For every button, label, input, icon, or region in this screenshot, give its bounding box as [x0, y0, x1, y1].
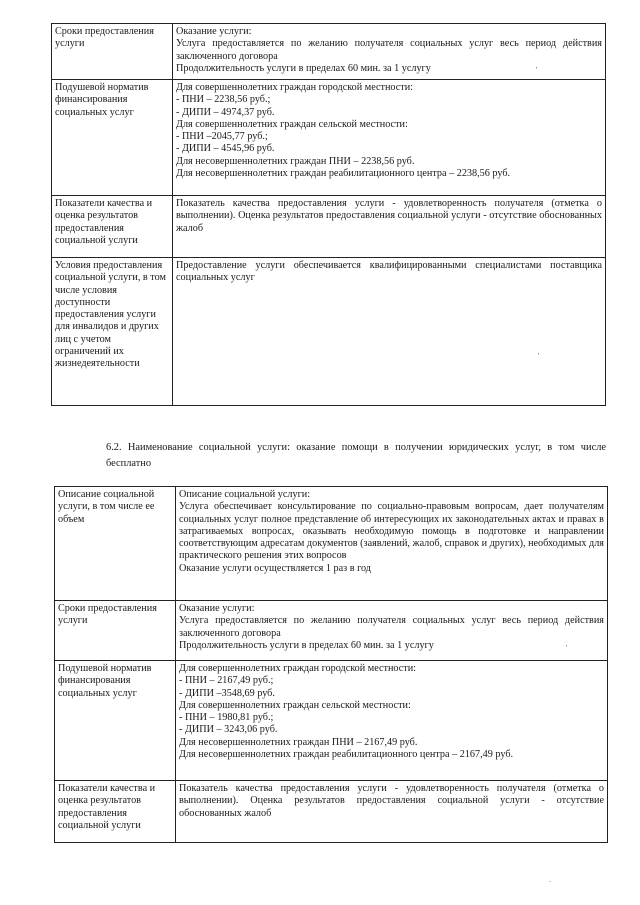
scan-speck: ` [549, 880, 552, 888]
row-content: Показатель качества предоставления услуги - удовлетворенность получателя (отметка о выполнении). Оценка результатов предоставления социальной услуги - отсутствие обоснованных жалоб [176, 781, 608, 843]
table-row [55, 487, 608, 601]
service-table-2 [54, 486, 608, 843]
table-row [55, 781, 608, 843]
table-row [55, 601, 608, 661]
row-content: Оказание услуги: Услуга предоставляется по желанию получателя социальных услуг весь период действия заключенного договора Продолжительность услуги в пределах 60 мин. за 1 услугу [173, 24, 606, 80]
table-row [52, 80, 606, 196]
row-label: Сроки предоставления услуги [52, 24, 173, 80]
section-heading: 6.2. Наименование социальной услуги: оказание помощи в получении юридических услуг, в том числе бесплатно [106, 442, 606, 469]
row-label: Показатели качества и оценка результатов предоставления социальной услуги [55, 781, 176, 843]
row-label: Подушевой норматив финансирования социальных услуг [55, 661, 176, 781]
row-content: Для совершеннолетних граждан городской местности: - ПНИ – 2167,49 руб.; - ДИПИ –3548,69 руб. Для совершеннолетних граждан сельской местности: - ПНИ – 1980,81 руб.; - ДИПИ – 3243,06 руб. Для несовершеннолетних граждан ПНИ – 2167,49 руб. Для несовершеннолетних граждан реабилитационного центра – 2167,49 руб. [176, 661, 608, 781]
scan-speck: ' [538, 352, 540, 360]
scan-speck: ' [566, 644, 568, 652]
row-label: Показатели качества и оценка результатов предоставления социальной услуги [52, 196, 173, 258]
table-row [52, 24, 606, 80]
row-label: Описание социальной услуги, в том числе ее объем [55, 487, 176, 601]
row-content: Оказание услуги: Услуга предоставляется по желанию получателя социальных услуг весь период действия заключенного договора Продолжительность услуги в пределах 60 мин. за 1 услугу [176, 601, 608, 661]
scan-speck: ' [536, 66, 538, 74]
row-label: Условия предоставления социальной услуги, в том числе условия доступности предоставления услуги для инвалидов и других лиц с учетом ограничений их жизнедеятельности [52, 258, 173, 406]
row-content: Предоставление услуги обеспечивается квалифицированными специалистами поставщика социальных услуг [173, 258, 606, 406]
table-row [55, 661, 608, 781]
row-label: Сроки предоставления услуги [55, 601, 176, 661]
row-label: Подушевой норматив финансирования социальных услуг [52, 80, 173, 196]
table-row [52, 258, 606, 406]
service-table-1 [51, 23, 606, 406]
row-content: Для совершеннолетних граждан городской местности: - ПНИ – 2238,56 руб.; - ДИПИ – 4974,37 руб. Для совершеннолетних граждан сельской местности: - ПНИ –2045,77 руб.; - ДИПИ – 4545,96 руб. Для несовершеннолетних граждан ПНИ – 2238,56 руб. Для несовершеннолетних граждан реабилитационного центра – 2238,56 руб. [173, 80, 606, 196]
row-content: Показатель качества предоставления услуги - удовлетворенность получателя (отметка о выполнении). Оценка результатов предоставления социальной услуги - отсутствие обоснованных жалоб [173, 196, 606, 258]
table-row [52, 196, 606, 258]
row-content: Описание социальной услуги: Услуга обеспечивает консультирование по социально-правовым вопросам, дает получателям социальных услуг полное представление об интересующих их законодательных актах и правах в затрагиваемых вопросах, оказывать необходимую помощь в подготовке и направлении соответствующим адресатам документов (заявлений, жалоб, справок и других), необходимых для практического решения этих вопросов Оказание услуги осуществляется 1 раз в год [176, 487, 608, 601]
